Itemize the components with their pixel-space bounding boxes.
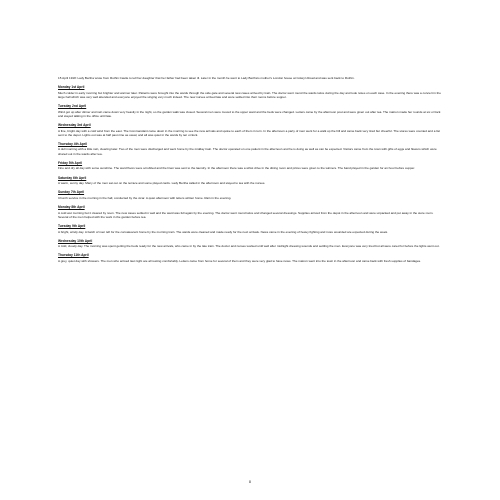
entry-date: Tuesday 9th April	[58, 223, 86, 228]
entry-date: Thursday 4th April	[58, 141, 88, 146]
entry-text: A cold wet morning but it cleared by noon. The new cases settled in well and the ward was full again by the evening. The doctor went round twice and changed several dressings. Supplies arrived from the depot in the afternoon and were unpacked and put away in the store room. Several of the men helped with the work in the garden before tea.	[58, 210, 434, 219]
entry-date: Sunday 7th April	[58, 190, 85, 195]
entry-text: Church service in the morning in the hall, conducted by the vicar. A quiet afternoon with letters written home. Rain in the evening.	[58, 195, 232, 200]
diary-entry	[58, 176, 442, 186]
entry-text: A grey, quiet day with showers. The men who arrived last night are all resting comfortably. Letters came from home for several of them and they were very glad to have news. The matron went into the town in the afternoon and came back with fresh supplies of bandages.	[58, 259, 422, 264]
diary-entry	[58, 104, 442, 118]
diary-entry	[58, 123, 442, 137]
diary-entries	[58, 85, 442, 263]
entry-date: Wednesday 3rd April	[58, 122, 91, 127]
entry-date: Saturday 6th April	[58, 175, 87, 180]
entry-text: A mild, cloudy day. The morning was spent getting the beds ready for the new arrivals, who came in by the late train. The doctor and nurses worked until well after midnight dressing wounds and settling the men. Everyone was very tired but all were cared for before the lights went out.	[58, 244, 440, 249]
document-page	[58, 76, 442, 484]
intro-paragraph: 15 April 1918: Lady Bertha wrote from Ruthin Castle to tell her daughter that her father had been taken ill. Later in the month he went to Lady Bertha's mother's London house at Colwyn Road and was sent back to Ruthin.	[58, 76, 355, 80]
diary-entry	[58, 142, 442, 156]
entry-text: A dull morning with a little rain, clearing later. Two of the men were discharged and went home by the midday train. The doctor operated on one patient in the afternoon and he is doing as well as can be expected. Visitors came from the town with gifts of eggs and flowers which were shared out in the wards after tea.	[58, 147, 437, 156]
entry-date: Tuesday 2nd April	[58, 104, 87, 109]
entry-text: Wind got up after dinner and rain came down very heavily in the night, so the garden walk was closed. Several men were moved to the upper ward and the beds were changed. Letters came by the afternoon post and were given out after tea. The matron made her rounds at six o'clock and stayed talking in the office until late.	[58, 109, 441, 118]
diary-entry	[58, 253, 442, 263]
entry-text: Much colder in early morning but brighter and warmer later. Patients were brought into the wards through the side gate and several new cases arrived by train. The doctor went round the wards twice during the day and took notes on each case. In the evening there was a concert in the large hall which was very well attended and everyone enjoyed the singing very much indeed. The new nurses arrived late and were settled into their rooms before supper.	[58, 90, 441, 99]
entry-date: Monday 8th April	[58, 205, 85, 210]
entry-text: A bright, windy day. A batch of men left for the convalescent home by the morning train. The wards were cleaned and made ready for the next arrivals. News came in the evening of heavy fighting and more wounded are expected during the week.	[58, 229, 388, 234]
entry-text: A warm, sunny day. Many of the men sat out on the terrace and some played cards. Lady Bertha called in the afternoon and stayed to tea with the nurses.	[58, 181, 266, 186]
entry-date: Wednesday 10th April	[58, 238, 93, 243]
diary-entry	[58, 224, 442, 234]
entry-text: Fine and dry all day with some sunshine. The ward floors were scrubbed and the linen was sent to the laundry. In the afternoon there was a whist drive in the dining room and prizes were given to the winners. The band played in the garden for an hour before supper.	[58, 166, 416, 171]
page-number: 8	[249, 480, 251, 484]
diary-entry	[58, 190, 442, 200]
diary-entry	[58, 161, 442, 171]
diary-entry	[58, 205, 442, 219]
diary-entry	[58, 239, 442, 249]
entry-date: Thursday 11th April	[58, 253, 89, 258]
entry-date: Friday 5th April	[58, 160, 83, 165]
diary-entry	[58, 85, 442, 99]
entry-date: Monday 1st April	[58, 85, 85, 90]
entry-text: A fine, bright day with a cold wind from the east. The Commandant came down in the morning to see the new arrivals and spoke to each of them in turn. In the afternoon a party of men went for a walk up the hill and came back very tired but cheerful. The stores were counted and a list sent to the depot. Lights out was at half past nine as usual, and all was quiet in the wards by ten o'clock.	[58, 128, 440, 137]
